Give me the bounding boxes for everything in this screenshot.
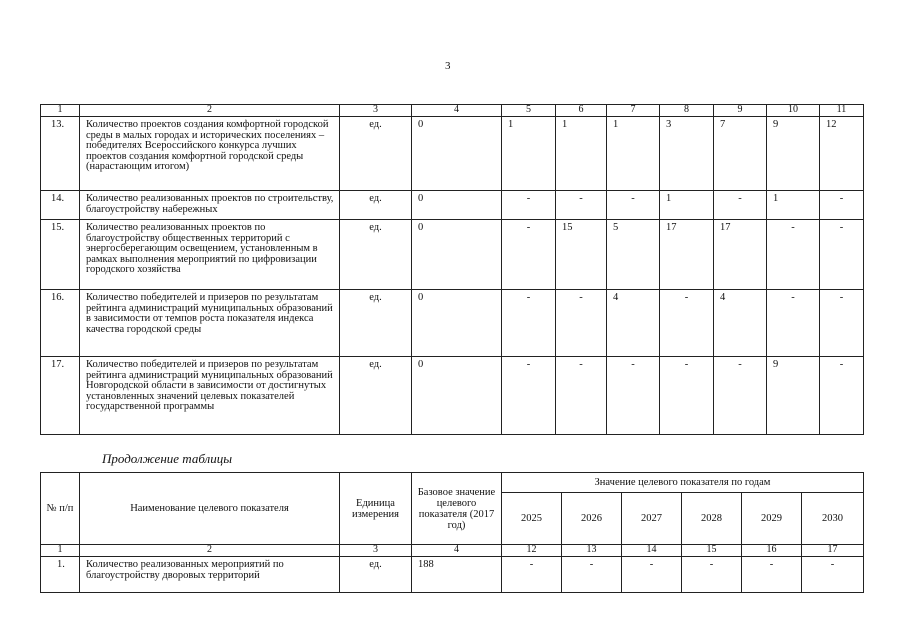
indicator-name: Количество реализованных проектов по благоустройству общественных территорий с энергосберегающим освещением, установленным в рамках выполнения мероприятий по цифровизации городского хозяйства [80, 220, 340, 290]
header-year: 2025 [502, 493, 562, 545]
column-index: 16 [742, 545, 802, 557]
value-cell: 12 [820, 117, 864, 191]
base-value: 0 [412, 357, 502, 435]
value-cell: - [660, 290, 714, 357]
indicator-name: Количество победителей и призеров по результатам рейтинга администраций муниципальных образований Новгородской области в зависимости от достигнутых установленных значений целевых показателей государственной программы [80, 357, 340, 435]
value-cell: 4 [607, 290, 660, 357]
value-cell: - [820, 357, 864, 435]
column-index: 1 [41, 545, 80, 557]
value-cell: - [502, 220, 556, 290]
column-index: 3 [340, 105, 412, 117]
header-number: № п/п [41, 473, 80, 545]
unit-cell: ед. [340, 290, 412, 357]
continuation-label: Продолжение таблицы [102, 451, 233, 466]
column-index: 2 [80, 105, 340, 117]
header-year: 2029 [742, 493, 802, 545]
value-cell: - [502, 290, 556, 357]
value-cell: - [502, 557, 562, 593]
column-index: 8 [660, 105, 714, 117]
unit-cell: ед. [340, 191, 412, 220]
value-cell: - [820, 191, 864, 220]
value-cell: 17 [714, 220, 767, 290]
value-cell: 1 [502, 117, 556, 191]
row-number: 16. [41, 290, 80, 357]
base-value: 0 [412, 220, 502, 290]
value-cell: 17 [660, 220, 714, 290]
value-cell: - [660, 357, 714, 435]
indicator-name: Количество реализованных проектов по строительству, благоустройству набережных [80, 191, 340, 220]
column-index: 12 [502, 545, 562, 557]
column-index: 9 [714, 105, 767, 117]
value-cell: - [502, 357, 556, 435]
row-number: 17. [41, 357, 80, 435]
column-index: 7 [607, 105, 660, 117]
indicators-table-continued [40, 472, 864, 593]
value-cell: 1 [556, 117, 607, 191]
value-cell: - [767, 220, 820, 290]
base-value: 0 [412, 117, 502, 191]
value-cell: 5 [607, 220, 660, 290]
value-cell: - [622, 557, 682, 593]
value-cell: - [742, 557, 802, 593]
row-number: 13. [41, 117, 80, 191]
header-year: 2027 [622, 493, 682, 545]
header-year: 2026 [562, 493, 622, 545]
value-cell: 15 [556, 220, 607, 290]
table-index-row [41, 545, 864, 557]
table-row [41, 357, 864, 435]
unit-cell: ед. [340, 220, 412, 290]
header-indicator-name: Наименование целевого показателя [80, 473, 340, 545]
table-row [41, 290, 864, 357]
row-number: 1. [41, 557, 80, 593]
value-cell: 1 [660, 191, 714, 220]
value-cell: - [562, 557, 622, 593]
base-value: 0 [412, 290, 502, 357]
value-cell: - [502, 191, 556, 220]
value-cell: 9 [767, 357, 820, 435]
value-cell: 3 [660, 117, 714, 191]
column-index: 5 [502, 105, 556, 117]
column-index: 14 [622, 545, 682, 557]
table-row [41, 220, 864, 290]
header-year: 2028 [682, 493, 742, 545]
value-cell: 1 [607, 117, 660, 191]
table-row [41, 191, 864, 220]
column-index: 10 [767, 105, 820, 117]
value-cell: 4 [714, 290, 767, 357]
column-index: 2 [80, 545, 340, 557]
column-index: 4 [412, 105, 502, 117]
value-cell: - [556, 290, 607, 357]
column-index: 3 [340, 545, 412, 557]
value-cell: - [607, 191, 660, 220]
value-cell: 7 [714, 117, 767, 191]
value-cell: - [682, 557, 742, 593]
column-index: 17 [802, 545, 864, 557]
column-index: 15 [682, 545, 742, 557]
value-cell: - [607, 357, 660, 435]
page-number: 3 [445, 60, 451, 72]
column-index: 6 [556, 105, 607, 117]
row-number: 15. [41, 220, 80, 290]
header-year: 2030 [802, 493, 864, 545]
base-value: 0 [412, 191, 502, 220]
base-value: 188 [412, 557, 502, 593]
value-cell: - [802, 557, 864, 593]
value-cell: - [714, 191, 767, 220]
row-number: 14. [41, 191, 80, 220]
table-header-row [41, 473, 864, 493]
value-cell: 9 [767, 117, 820, 191]
header-years-title: Значение целевого показателя по годам [502, 473, 864, 493]
indicator-name: Количество победителей и призеров по результатам рейтинга администраций муниципальных образований в зависимости от темпов роста показателя индекса качества городской среды [80, 290, 340, 357]
unit-cell: ед. [340, 357, 412, 435]
value-cell: 1 [767, 191, 820, 220]
header-base-value: Базовое значение целевого показателя (2017 год) [412, 473, 502, 545]
value-cell: - [556, 357, 607, 435]
table-row [41, 117, 864, 191]
value-cell: - [820, 220, 864, 290]
value-cell: - [767, 290, 820, 357]
value-cell: - [714, 357, 767, 435]
column-index: 13 [562, 545, 622, 557]
column-index: 4 [412, 545, 502, 557]
column-index: 11 [820, 105, 864, 117]
table-row [41, 557, 864, 593]
value-cell: - [556, 191, 607, 220]
column-index: 1 [41, 105, 80, 117]
unit-cell: ед. [340, 117, 412, 191]
indicator-name: Количество реализованных мероприятий по благоустройству дворовых территорий [80, 557, 340, 593]
table-header-row [41, 105, 864, 117]
indicators-table [40, 104, 864, 435]
indicator-name: Количество проектов создания комфортной городской среды в малых городах и исторических поселениях – победителях Всероссийского конкурса лучших проектов создания комфортной городской среды (нарастающим итогом) [80, 117, 340, 191]
unit-cell: ед. [340, 557, 412, 593]
header-unit: Единица измерения [340, 473, 412, 545]
value-cell: - [820, 290, 864, 357]
